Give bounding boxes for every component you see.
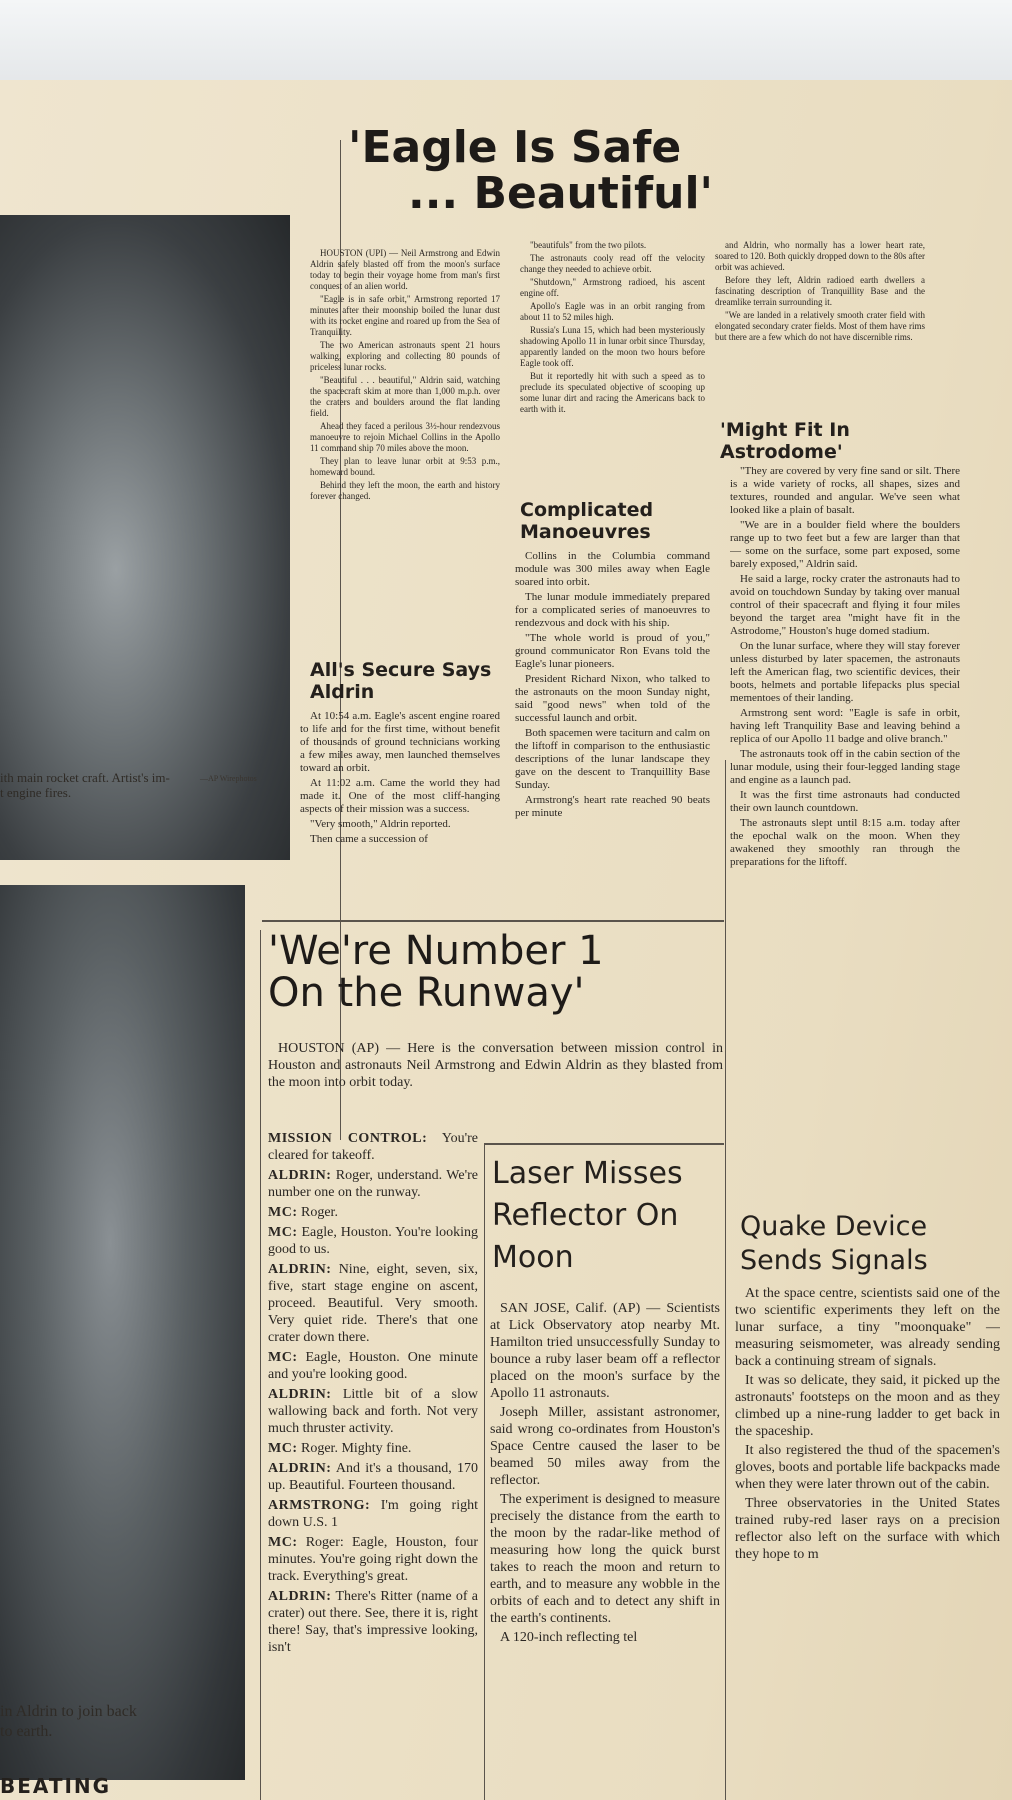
paragraph: Apollo's Eagle was in an orbit ranging from about 11 to 52 miles high. [520,301,705,322]
column-rule [484,1143,485,1800]
paragraph: "We are in a boulder field where the boulders range up to two feet but a few are larger than that — some on the surface, some part exposed, some barely exposed," Aldrin said. [730,519,960,570]
speaker: ARMSTRONG: [268,1498,371,1513]
paragraph: A 120-inch reflecting tel [500,1630,638,1645]
paragraph: At the space centre, scientists said one of the two scientific experiments they left on the lunar surface, a tiny "moonquake" — measuring seismometer, was already sending back a continuing stream of signals. [735,1286,1000,1369]
newspaper-page [0,80,1012,1800]
lower-photo-caption: in Aldrin to join back to earth. [0,1703,137,1740]
paragraph: Armstrong sent word: "Eagle is safe in orbit, having left Tranquility Base and leaving behind a replica of our Apollo 11 badge and olive branch." [730,707,960,745]
paragraph: "Eagle is in safe orbit," Armstrong reported 17 minutes after their moonship boiled the lunar dust with its rocket engine and roared up from the Sea of Tranquility. [310,294,500,337]
speaker: ALDRIN: [268,1589,332,1604]
article-column-1 [310,248,500,643]
paragraph: "They are covered by very fine sand or silt. There is a wide variety of rocks, all shapes, sizes and textures, rounded and angular. We've seen what looked like a plain of basalt. [730,465,960,516]
paragraph: The experiment is designed to measure precisely the distance from the earth to the moon by the radar-like method of measuring how long the quick burst takes to reach the moon and return to earth, and to measure any wobble in the orbits of each and to detect any shift in the earth's continents. [490,1492,720,1626]
paragraph: HOUSTON (AP) — Here is the conversation between mission control in Houston and astronauts Neil Armstrong and Edwin Aldrin as they blasted from the moon into orbit today. [268,1041,723,1090]
utterance: I'm going right down U.S. 1 [268,1498,478,1530]
lower-photo [0,885,245,1780]
transcript-line [268,1497,478,1531]
runway-headline [268,930,604,1014]
paragraph: It was so delicate, they said, it picked up the astronauts' footsteps on the moon and as they climbed up a nine-rung ladder to get back in the spaceship. [735,1373,1000,1439]
paragraph: The astronauts cooly read off the velocity change they needed to achieve orbit. [520,253,705,274]
paragraph: Collins in the Columbia command module was 300 miles away when Eagle soared into orbit. [515,550,710,588]
paragraph: The two American astronauts spent 21 hours walking, exploring and collecting 80 pounds of priceless lunar rocks. [310,340,500,372]
background-wall [0,0,1012,90]
paragraph: Behind they left the moon, the earth and history forever changed. [310,480,500,501]
speaker: ALDRIN: [268,1262,332,1277]
utterance: You're cleared for takeoff. [268,1131,478,1163]
transcript-line [268,1224,478,1258]
speaker: ALDRIN: [268,1387,332,1402]
utterance: There's Ritter (name of a crater) out there. See, there it is, right there! Say, that's impressive looking, isn't [268,1589,478,1655]
paragraph: "We are landed in a relatively smooth crater field with elongated secondary crater fields. Most of them have rims but there are a few which do not have discernible rims. [715,310,925,342]
subhead-astrodome: 'Might Fit In Astrodome' [720,419,850,463]
paragraph: On the lunar surface, where they will stay forever unless disturbed by later spacemen, the astronauts left the American flag, two scientific devices, their boots, helmets and portable lifepacks plus special mementoes of their landing. [730,640,960,704]
transcript-line [268,1167,478,1201]
paragraph: The astronauts slept until 8:15 a.m. today after the epochal walk on the moon. When they awakened they smoothly ran through the preparations for the liftoff. [730,817,960,868]
laser-headline: Laser Misses Reflector On Moon [492,1156,683,1275]
speaker: ALDRIN: [268,1168,332,1183]
quake-headline: Quake Device Sends Signals [740,1211,928,1276]
speaker: MC: [268,1441,298,1456]
laser-article [490,1300,720,1800]
paragraph: HOUSTON (UPI) — Neil Armstrong and Edwin Aldrin safely blasted off from the moon's surface today to begin their voyage home from man's first conquest of an alien world. [310,248,500,291]
article-column-3b [730,465,960,1115]
paragraph: "Very smooth," Aldrin reported. [310,818,451,830]
paragraph: and Aldrin, who normally has a lower heart rate, soared to 120. Both quickly dropped down to the 80s after orbit was achieved. [715,240,925,272]
moon-illustration-photo [0,215,290,860]
main-headline-line1: 'Eagle Is Safe [348,122,682,173]
speaker: MC: [268,1535,298,1550]
paragraph: At 11:02 a.m. Came the world they had made it. One of the most cliff-hanging aspects of their mission was a success. [300,777,500,815]
paragraph: Three observatories in the United States trained ruby-red laser rays on a precision reflector also left on the surface with which they hope to m [735,1496,1000,1562]
transcript-line [268,1460,478,1494]
paragraph: Russia's Luna 15, which had been mysteriously shadowing Apollo 11 in lunar orbit since Thursday, apparently landed on the moon two hours before Eagle took off. [520,325,705,368]
transcript-line [268,1440,478,1457]
utterance: Roger. [301,1205,338,1220]
paragraph: At 10:54 a.m. Eagle's ascent engine roared to life and for the first time, without benefit of thousands of ground technicians working a few miles away, men launched themselves toward an orbit. [300,710,500,774]
speaker: MISSION CONTROL: [268,1131,428,1146]
transcript-line [268,1588,478,1656]
utterance: And it's a thousand, 170 up. Beautiful. Fourteen thousand. [268,1461,478,1493]
paragraph: "Shutdown," Armstrong radioed, his ascent engine off. [520,277,705,298]
paragraph: "The whole world is proud of you," ground communicator Ron Evans told the Eagle's lunar pioneers. [515,632,710,670]
transcript-line [268,1386,478,1437]
paragraph: Before they left, Aldrin radioed earth dwellers a fascinating description of Tranquillity Base and the dreamlike terrain surrounding it. [715,275,925,307]
subhead-complicated: Complicated Manoeuvres [520,499,654,543]
section-rule [484,1143,724,1145]
runway-headline-line2: On the Runway' [268,970,585,1016]
utterance: Roger: Eagle, Houston, four minutes. You're going right down the track. Everything's great. [268,1535,478,1584]
utterance: Roger, understand. We're number one on the runway. [268,1168,478,1200]
quake-article [735,1285,1000,1800]
utterance: Eagle, Houston. You're looking good to us. [268,1225,478,1257]
transcript-line [268,1534,478,1585]
speaker: ALDRIN: [268,1461,332,1476]
paragraph: Armstrong's heart rate reached 90 beats per minute [515,794,710,819]
paragraph: The lunar module immediately prepared for a complicated series of manoeuvres to rendezvous and dock with his ship. [515,591,710,629]
speaker: MC: [268,1225,298,1240]
utterance: Roger. Mighty fine. [301,1441,412,1456]
article-column-2b [515,550,710,980]
column-rule [725,760,726,1800]
transcript-column [268,1130,478,1800]
photo-credit: —AP Wirephotos [200,774,257,783]
main-headline-line2: ... Beautiful' [408,168,713,220]
main-headline [348,122,713,220]
transcript-line [268,1130,478,1164]
transcript-line [268,1261,478,1346]
runway-lede [268,1040,723,1115]
subhead-all-secure: All's Secure Says Aldrin [310,659,492,703]
paragraph: SAN JOSE, Calif. (AP) — Scientists at Lick Observatory atop nearby Mt. Hamilton tried unsuccessfully Sunday to bounce a ruby laser beam off a reflector placed on the moon's surface by the Apollo 11 astronauts. [490,1301,720,1401]
speaker: MC: [268,1205,298,1220]
paragraph: Both spacemen were taciturn and calm on the liftoff in comparison to the enthusiastic descriptions of the lunar landscape they gave on the descent to Tranquillity Base Sunday. [515,727,710,791]
photo-caption: ith main rocket craft. Artist's im- t engine fires. [0,770,170,800]
paragraph: President Richard Nixon, who talked to the astronauts on the moon Sunday night, said "good news" when told of the successful launch and orbit. [515,673,710,724]
paragraph: But it reportedly hit with such a speed as to preclude its speculated objective of scooping up some lunar dirt and racing the Americans back to earth with it. [520,371,705,414]
cut-headline: BEATING [0,1774,112,1798]
paragraph: It was the first time astronauts had conducted their own launch countdown. [730,789,960,814]
column-rule [260,930,261,1800]
paragraph: Joseph Miller, assistant astronomer, said wrong co-ordinates from Houston's Space Centre caused the laser to be beamed 50 miles away from the reflector. [490,1405,720,1488]
paragraph: "beautifuls" from the two pilots. [530,240,647,250]
speaker: MC: [268,1350,298,1365]
paragraph: Then came a succession of [310,833,428,845]
utterance: Eagle, Houston. One minute and you're looking good. [268,1350,478,1382]
runway-headline-line1: 'We're Number 1 [268,928,604,974]
section-rule [262,920,724,922]
paragraph: It also registered the thud of the spacemen's gloves, boots and portable life backpacks made when they were later thrown out of the cabin. [735,1443,1000,1492]
paragraph: Ahead they faced a perilous 3½-hour rendezvous manoeuvre to rejoin Michael Collins in the Apollo 11 command ship 70 miles above the moon. [310,421,500,453]
paragraph: "Beautiful . . . beautiful," Aldrin said, watching the spacecraft skim at more than 1,000 m.p.h. over the craters and boulders around the flat landing field. [310,375,500,418]
paragraph: He said a large, rocky crater the astronauts had to avoid on touchdown Sunday by taking over manual control of their spacecraft and flying it four miles beyond the target area "might have fit in the Astrodome," Houston's huge domed stadium. [730,573,960,637]
paragraph: The astronauts took off in the cabin section of the lunar module, using their four-legged landing stage and engine as a launch pad. [730,748,960,786]
paragraph: They plan to leave lunar orbit at 9:53 p.m., homeward bound. [310,456,500,477]
utterance: Little bit of a slow wallowing back and forth. Not very much thruster activity. [268,1387,478,1436]
transcript-line [268,1204,478,1221]
transcript-line [268,1349,478,1383]
utterance: Nine, eight, seven, six, five, start stage engine on ascent, proceed. Beautiful. Very smooth. Very quiet ride. There's that one crater down there. [268,1262,478,1345]
